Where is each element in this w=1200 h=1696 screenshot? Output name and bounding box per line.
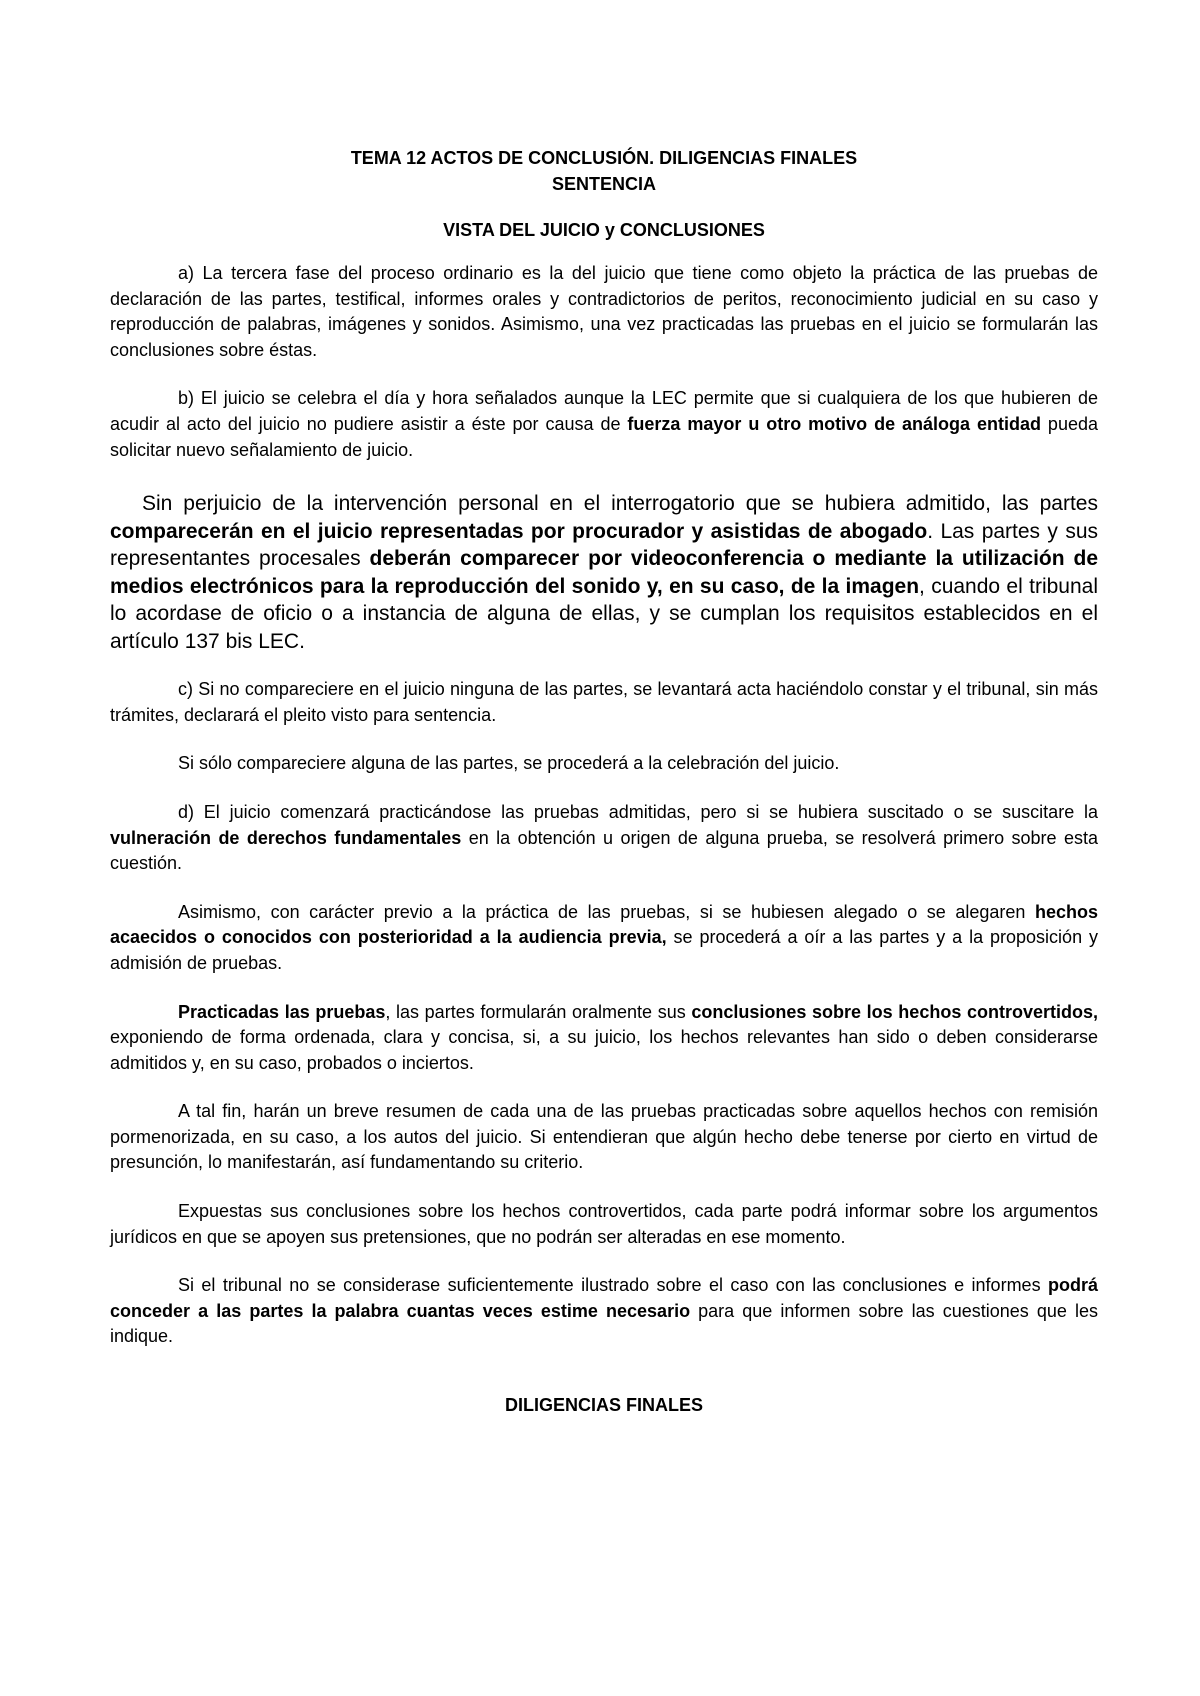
- paragraph-d-2-text-2: se procederá a oír a las partes y a la proposición y admisión de pruebas.: [110, 927, 1099, 973]
- paragraph-a: a) La tercera fase del proceso ordinario es la del juicio que tiene como objeto la práctica de las pruebas de declaración de las partes, testifical, informes orales y contradictorios de peritos, reconocimiento judicial en su caso y reproducción de palabras, imágenes y sonidos. Asimismo, una vez practicadas las pruebas en el juicio se formularán las conclusiones sobre éstas.: [110, 263, 1098, 360]
- paragraph-d-2: [110, 900, 1098, 977]
- title-line-2: SENTENCIA: [551, 174, 656, 194]
- paragraph-comparecencia-text-3: , cuando el tribunal lo acordase de oficio o a instancia de alguna de ellas, y se cumplan los requisitos establecidos en el artículo 137 bis LEC.: [110, 574, 1098, 653]
- paragraph-comparecencia-text-2: . Las partes y sus representantes procesales: [110, 519, 1098, 571]
- paragraph-tribunal: [110, 1273, 1098, 1350]
- paragraph-practicadas-text-1: , las partes formularán oralmente sus: [385, 1001, 692, 1022]
- paragraph-tribunal-text-2: para que informen sobre las cuestiones que les indique.: [110, 1300, 1098, 1347]
- paragraph-d-2-bold-1: hechos acaecidos o conocidos con posterioridad a la audiencia previa,: [110, 901, 1098, 948]
- paragraph-d: [110, 800, 1098, 877]
- paragraph-b: [110, 386, 1098, 463]
- paragraph-comparecencia-text-1: Sin perjuicio de la intervención personal en el interrogatorio que se hubiera admitido, las partes: [142, 492, 1098, 516]
- paragraph-expuestas: Expuestas sus conclusiones sobre los hechos controvertidos, cada parte podrá informar sobre los argumentos jurídicos en que se apoyen sus pretensiones, que no podrán ser alteradas en ese momento.: [110, 1201, 1098, 1247]
- paragraph-d-text-1: d) El juicio comenzará practicándose las pruebas admitidas, pero si se hubiera suscitado o se suscitare la: [178, 801, 1098, 822]
- paragraph-comparecencia: [110, 490, 1098, 655]
- paragraph-tribunal-text-1: Si el tribunal no se considerase suficientemente ilustrado sobre el caso con las conclusiones e informes: [178, 1275, 1048, 1296]
- paragraph-practicadas-bold-2: conclusiones sobre los hechos controvertidos,: [691, 1001, 1098, 1022]
- section-heading-diligencias-finales: DILIGENCIAS FINALES: [504, 1395, 703, 1416]
- paragraph-practicadas-bold-1: Practicadas las pruebas: [178, 1001, 386, 1022]
- paragraph-comparecencia-bold-2: deberán comparecer por videoconferencia o mediante la utilización de medios electrónicos para la reproducción del sonido y, en su caso, de la imagen: [110, 547, 1098, 598]
- paragraph-c-2: Si sólo compareciere alguna de las partes, se procederá a la celebración del juicio.: [178, 753, 840, 774]
- title-line-1: TEMA 12 ACTOS DE CONCLUSIÓN. DILIGENCIAS FINALES: [350, 148, 858, 168]
- paragraph-practicadas-text-2: exponiendo de forma ordenada, clara y concisa, si, a su juicio, los hechos relevantes han sido o deben considerarse admitidos y, en su caso, probados o inciertos.: [110, 1027, 1098, 1073]
- document-body: [110, 145, 1098, 1418]
- paragraph-comparecencia-bold-1: comparecerán en el juicio representadas por procurador y asistidas de abogado: [110, 519, 928, 543]
- paragraph-b-text-2: pueda solicitar nuevo señalamiento de juicio.: [110, 413, 1098, 460]
- paragraph-tribunal-bold-1: podrá conceder a las partes la palabra cuantas veces estime necesario: [110, 1275, 1098, 1321]
- document-title: [110, 145, 1098, 197]
- paragraph-d-text-2: en la obtención u origen de alguna prueba, se resolverá primero sobre esta cuestión.: [110, 827, 1098, 874]
- paragraph-b-text-1: b) El juicio se celebra el día y hora señalados aunque la LEC permite que si cualquiera de los que hubieren de acudir al acto del juicio no pudiere asistir a éste por causa de: [110, 388, 1098, 434]
- paragraph-resumen: A tal fin, harán un breve resumen de cada una de las pruebas practicadas sobre aquellos hechos con remisión pormenorizada, en su caso, a los autos del juicio. Si entendieran que algún hecho debe tenerse por cierto en virtud de presunción, lo manifestarán, así fundamentando su criterio.: [110, 1101, 1098, 1173]
- section-heading-vista-juicio: VISTA DEL JUICIO y CONCLUSIONES: [443, 220, 765, 240]
- paragraph-practicadas: [110, 1000, 1098, 1077]
- paragraph-c: c) Si no compareciere en el juicio ninguna de las partes, se levantará acta haciéndolo constar y el tribunal, sin más trámites, declarará el pleito visto para sentencia.: [110, 679, 1098, 725]
- paragraph-b-bold-1: fuerza mayor u otro motivo de análoga entidad: [627, 413, 1041, 434]
- paragraph-d-2-text-1: Asimismo, con carácter previo a la práctica de las pruebas, si se hubiesen alegado o se alegaren: [178, 901, 1035, 922]
- paragraph-d-bold-1: vulneración de derechos fundamentales: [110, 827, 462, 848]
